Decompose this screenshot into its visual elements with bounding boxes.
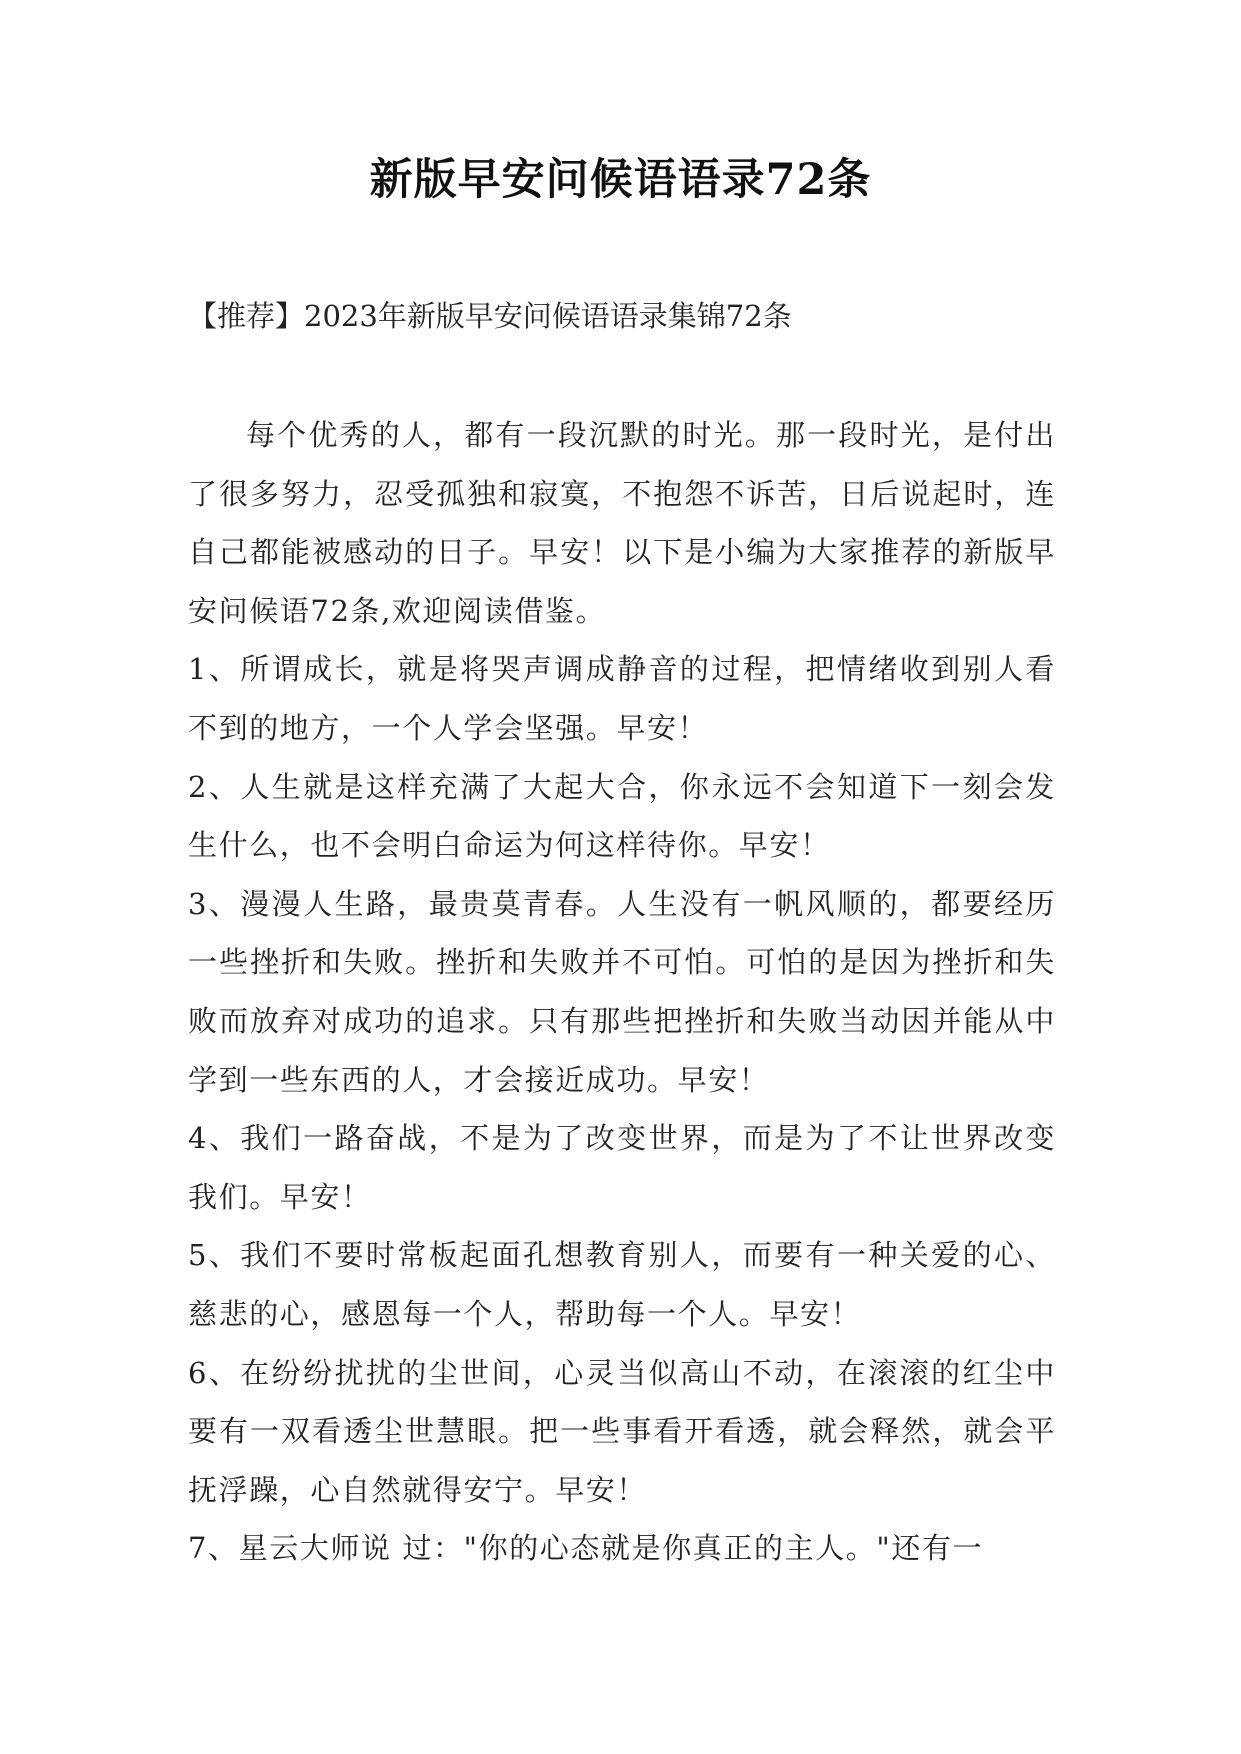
list-item-5: 5、我们不要时常板起面孔想教育别人，而要有一种关爱的心、慈悲的心，感恩每一个人，帮助每一个人。早安！ bbox=[188, 1238, 1056, 1331]
list-item-1: 1、所谓成长，就是将哭声调成静音的过程，把情绪收到别人看不到的地方，一个人学会坚强。早安！ bbox=[188, 652, 1056, 745]
document-body bbox=[188, 406, 1056, 1578]
list-item-4: 4、我们一路奋战，不是为了改变世界，而是为了不让世界改变我们。早安！ bbox=[188, 1121, 1056, 1214]
list-item-7: 7、星云大师说 过："你的心态就是你真正的主人。"还有一 bbox=[188, 1531, 984, 1566]
document-title: 新版早安问候语语录72条 bbox=[369, 155, 872, 205]
recommend-line: 【推荐】2023年新版早安问候语语录集锦72条 bbox=[188, 299, 792, 333]
list-item-3: 3、漫漫人生路，最贵莫青春。人生没有一帆风顺的，都要经历一些挫折和失败。挫折和失败并不可怕。可怕的是因为挫折和失败而放弃对成功的追求。只有那些把挫折和失败当动因并能从中学到一些东西的人，才会接近成功。早安！ bbox=[188, 886, 1056, 1097]
list-item-2: 2、人生就是这样充满了大起大合，你永远不会知道下一刻会发生什么，也不会明白命运为何这样待你。早安！ bbox=[188, 769, 1056, 863]
intro-paragraph: 每个优秀的人，都有一段沉默的时光。那一段时光，是付出了很多努力，忍受孤独和寂寞，不抱怨不诉苦，日后说起时，连自己都能被感动的日子。早安！以下是小编为大家推荐的新版早安问候语72条,欢迎阅读借鉴。 bbox=[188, 418, 1056, 628]
list-item-6: 6、在纷纷扰扰的尘世间，心灵当似高山不动，在滚滚的红尘中要有一双看透尘世慧眼。把一些事看开看透，就会释然，就会平抚浮躁，心自然就得安宁。早安！ bbox=[188, 1355, 1056, 1507]
